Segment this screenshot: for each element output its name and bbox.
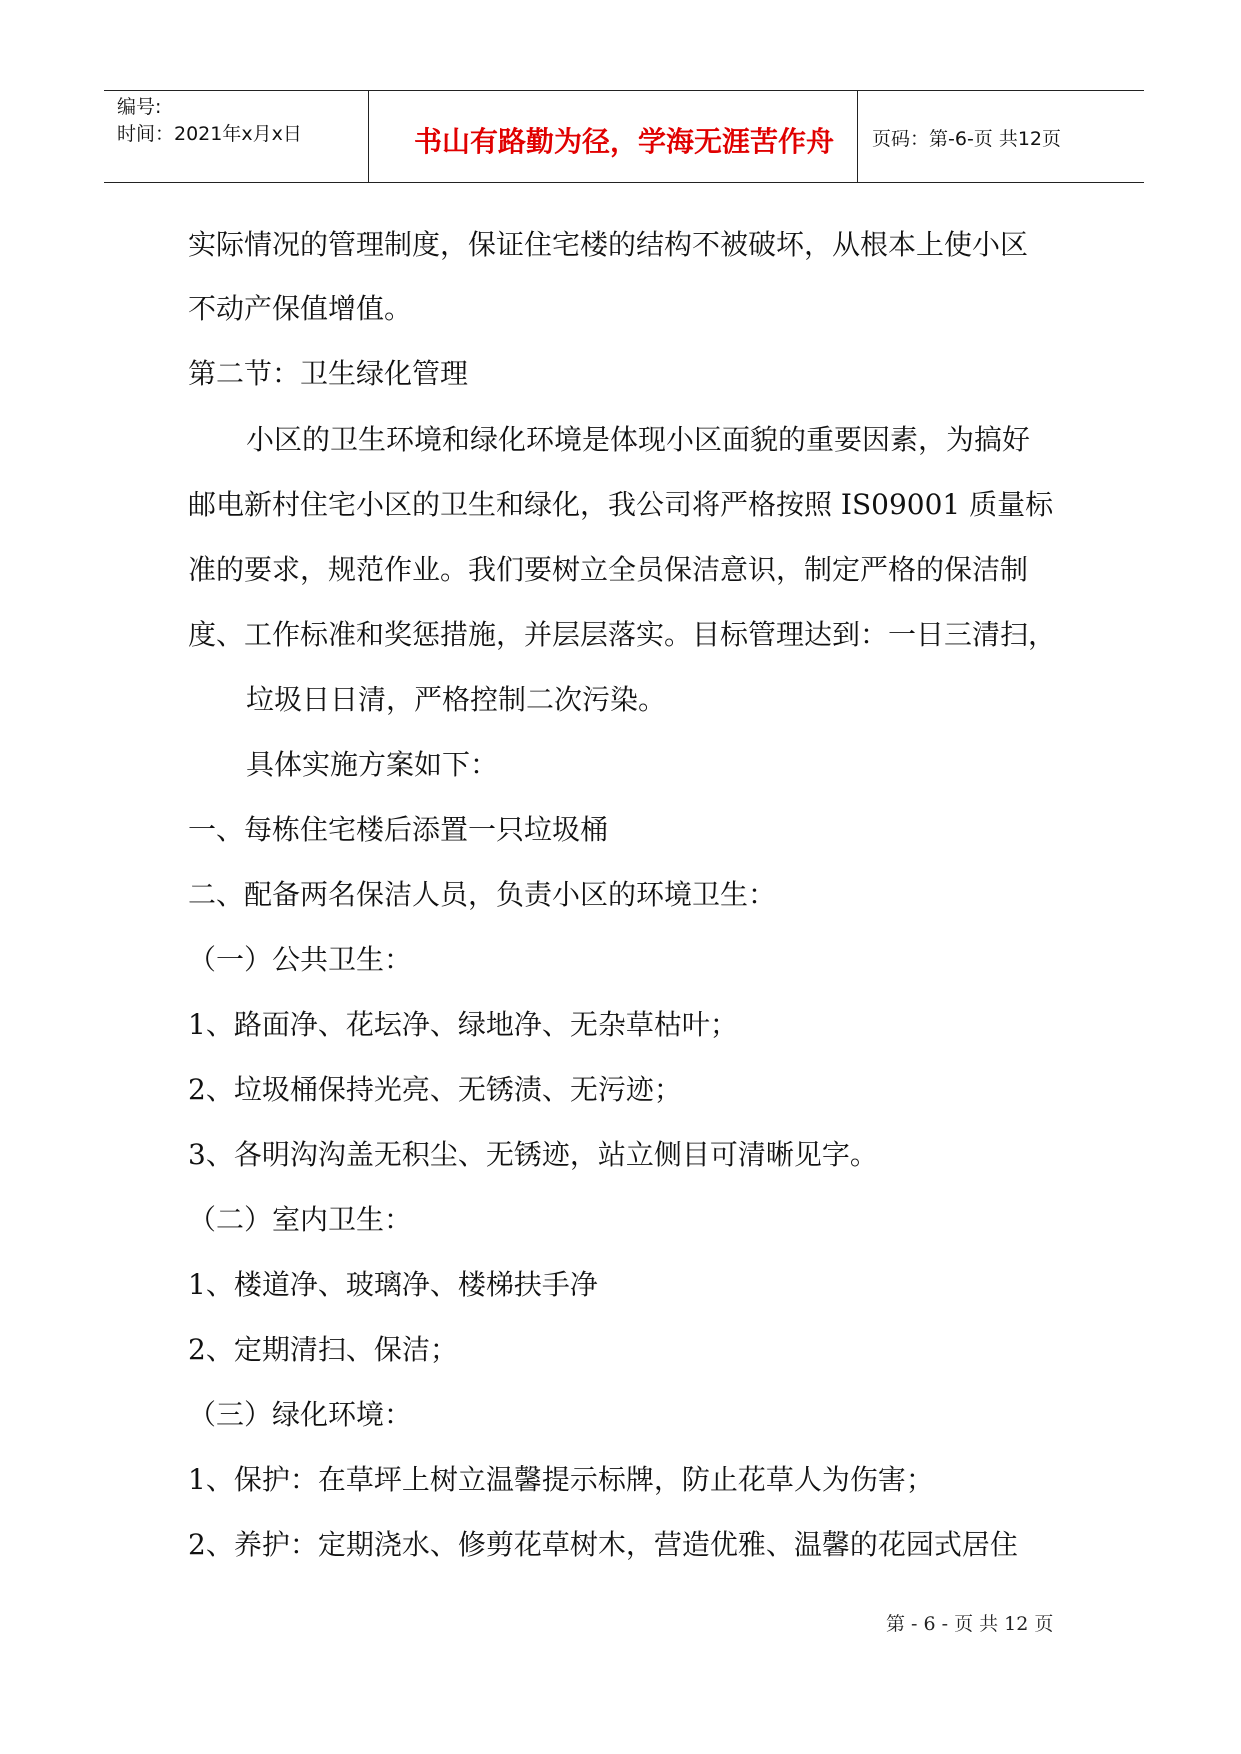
header-top-rule: [104, 90, 1144, 91]
subsection-heading: （一）公共卫生：: [188, 943, 413, 976]
serial-number-label: 编号:: [117, 96, 162, 118]
list-item: 1、路面净、花坛净、绿地净、无杂草枯叶；: [188, 1008, 738, 1041]
body-line: 实际情况的管理制度，保证住宅楼的结构不被破坏，从根本上使小区: [188, 228, 1029, 261]
document-header: [104, 90, 1144, 182]
body-line: 小区的卫生环境和绿化环境是体现小区面貌的重要因素，为搞好: [246, 423, 1031, 456]
body-line: 准的要求，规范作业。我们要树立全员保洁意识，制定严格的保洁制: [188, 553, 1029, 586]
date-label: 时间：2021年x月x日: [117, 123, 302, 145]
list-item: 2、垃圾桶保持光亮、无锈渍、无污迹；: [188, 1073, 682, 1106]
list-item: 二、配备两名保洁人员，负责小区的环境卫生：: [188, 878, 777, 911]
section-heading: 第二节：卫生绿化管理: [188, 357, 469, 390]
body-line: 具体实施方案如下：: [246, 748, 499, 781]
header-bottom-rule: [104, 182, 1144, 183]
body-line: 不动产保值增值。: [188, 292, 413, 325]
list-item: 1、楼道净、玻璃净、楼梯扶手净: [188, 1268, 598, 1301]
header-page-code: 页码：第-6-页 共12页: [872, 128, 1062, 150]
page-footer-number: 第 - 6 - 页 共 12 页: [886, 1613, 1054, 1635]
header-motto: 书山有路勤为径，学海无涯苦作舟: [413, 125, 834, 158]
subsection-heading: （三）绿化环境：: [188, 1398, 413, 1431]
list-item: 2、定期清扫、保洁；: [188, 1333, 458, 1366]
body-line: 垃圾日日清，严格控制二次污染。: [246, 683, 667, 716]
list-item: 3、各明沟沟盖无积尘、无锈迹，站立侧目可清晰见字。: [188, 1138, 878, 1171]
list-item: 2、养护：定期浇水、修剪花草树木，营造优雅、温馨的花园式居住: [188, 1528, 1018, 1561]
header-meta: [117, 94, 302, 148]
body-line: 邮电新村住宅小区的卫生和绿化，我公司将严格按照 IS09001 质量标: [188, 488, 1054, 521]
body-line: 度、工作标准和奖惩措施，并层层落实。目标管理达到：一日三清扫，: [188, 618, 1057, 651]
subsection-heading: （二）室内卫生：: [188, 1203, 413, 1236]
list-item: 一、每栋住宅楼后添置一只垃圾桶: [188, 813, 609, 846]
list-item: 1、保护：在草坪上树立温馨提示标牌，防止花草人为伤害；: [188, 1463, 934, 1496]
